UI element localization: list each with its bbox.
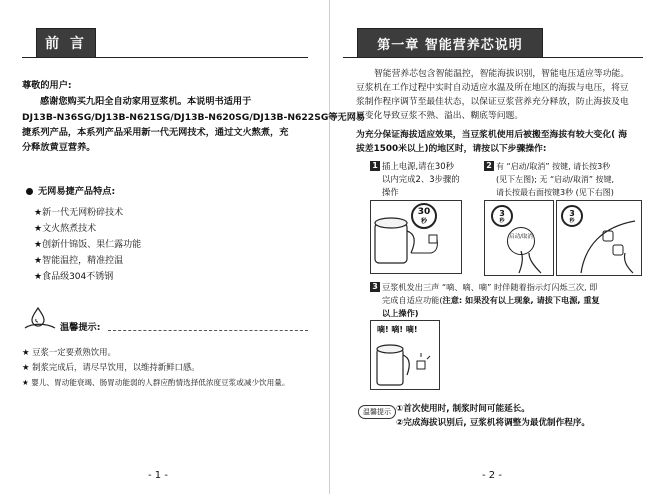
bullet-icon — [26, 188, 33, 195]
feature-item: ★创新什锦饭、果仁露功能 — [34, 240, 142, 250]
bold-line-2: 拔差1500米以上)的地区时，请按以下步骤操作: — [356, 144, 547, 154]
features-title: 无网易捷产品特点: — [38, 186, 116, 197]
tip-item: ★ 制浆完成后，请尽早饮用，以维持新鲜口感。 — [22, 362, 200, 372]
page-divider — [329, 0, 330, 494]
intro-line-3: 捷系列产品，本系列产品采用新一代无网技术，通过文火熬煮，充 — [22, 127, 289, 138]
step3-text: 3 豆浆机发出三声 “嘀、嘀、嘀” 时伴随着指示灯闪烁三次, 即 完成自适应功能(注意: 如果没有以上现象, 请拔下电源, 重复 以上操作) — [370, 281, 600, 320]
right-title-rule-lead — [343, 57, 357, 58]
step2-illustration-left — [484, 200, 554, 276]
timer-30s-icon: 30 秒 — [411, 203, 437, 229]
start-cancel-button-icon: 启动/取消 — [507, 227, 535, 255]
beep-text: 嘀! 嘀! 嘀! — [377, 325, 418, 334]
timer-3s-icon: 3 秒 — [491, 205, 513, 227]
left-title: 前 言 — [36, 28, 96, 58]
step2-text: 2 有 “启动/取消” 按键, 请长按3秒 (见下左图); 无 “启动/取消” 按键, 请长按最右面按键3秒 (见下右图) — [484, 160, 614, 199]
timer-3s-icon: 3 秒 — [561, 205, 583, 227]
step2-illustration-right — [556, 200, 642, 276]
right-title: 第一章 智能营养芯说明 — [357, 28, 543, 58]
step2-number: 2 — [484, 161, 494, 171]
step1-text: 1 插上电源,请在30秒 以内完成2、3步骤的 操作 — [370, 160, 460, 199]
bottom-tip-2: ②完成海拔识别后, 豆浆机将调整为最优制作程序。 — [396, 418, 591, 428]
step3-illustration — [370, 320, 440, 390]
finger-press-icon — [515, 249, 545, 275]
tip-badge: 温馨提示 — [358, 405, 396, 419]
control-panel-icon — [577, 217, 639, 275]
left-title-rule-lead — [22, 57, 36, 58]
tips-title: 温馨提示: — [60, 322, 101, 333]
tips-rule — [108, 330, 308, 331]
bottom-tip-1: ①首次使用时, 制浆时间可能延长。 — [396, 404, 530, 414]
feature-item: ★智能温控，精准控温 — [34, 256, 124, 266]
page-number-left: - 1 - — [148, 470, 168, 481]
tip-drop-icon — [22, 306, 58, 332]
feature-item: ★文火熬煮技术 — [34, 224, 97, 234]
para-line-4: 压变化导致豆浆不熟、溢出、糊底等问题。 — [356, 111, 524, 121]
para-line-3: 浆制作程序调节至最佳状态，以保证豆浆营养充分释放，防止海拔及电 — [356, 97, 629, 107]
intro-line-1: 感谢您购买九阳全自动家用豆浆机。本说明书适用于 — [40, 96, 252, 107]
step1-number: 1 — [370, 161, 380, 171]
soymilk-maker-icon — [373, 337, 439, 389]
bold-line-1: 为充分保证海拔适应效果，当豆浆机使用后被搬至海拔有较大变化( 海 — [356, 130, 627, 140]
tip-item: ★ 豆浆一定要煮熟饮用。 — [22, 347, 116, 357]
right-title-rule — [543, 57, 643, 58]
page-number-right: - 2 - — [482, 470, 502, 481]
intro-line-2: DJ13B-N36SG/DJ13B-N621SG/DJ13B-N620SG/DJ13B-N622SG等无网易 — [22, 112, 366, 123]
intro-line-4: 分释放黄豆营养。 — [22, 142, 96, 153]
feature-item: ★新一代无网粉碎技术 — [34, 208, 124, 218]
para-line-2: 豆浆机在工作过程中实时自动适应水温及所在地区的海拔与电压，将豆 — [356, 83, 629, 93]
tip-item: ★ 婴儿、胃动能衰竭、肠胃动能弱的人群应酌情选择低浓度豆浆或减少饮用量。 — [22, 378, 290, 387]
step1-illustration — [370, 200, 462, 274]
step3-number: 3 — [370, 282, 380, 292]
left-title-rule — [96, 57, 308, 58]
feature-item: ★食品级304不锈钢 — [34, 272, 114, 282]
para-line-1: 智能营养芯包含智能温控，智能海拔识别，智能电压适应等功能。 — [374, 69, 630, 79]
salutation: 尊敬的用户: — [22, 80, 72, 91]
